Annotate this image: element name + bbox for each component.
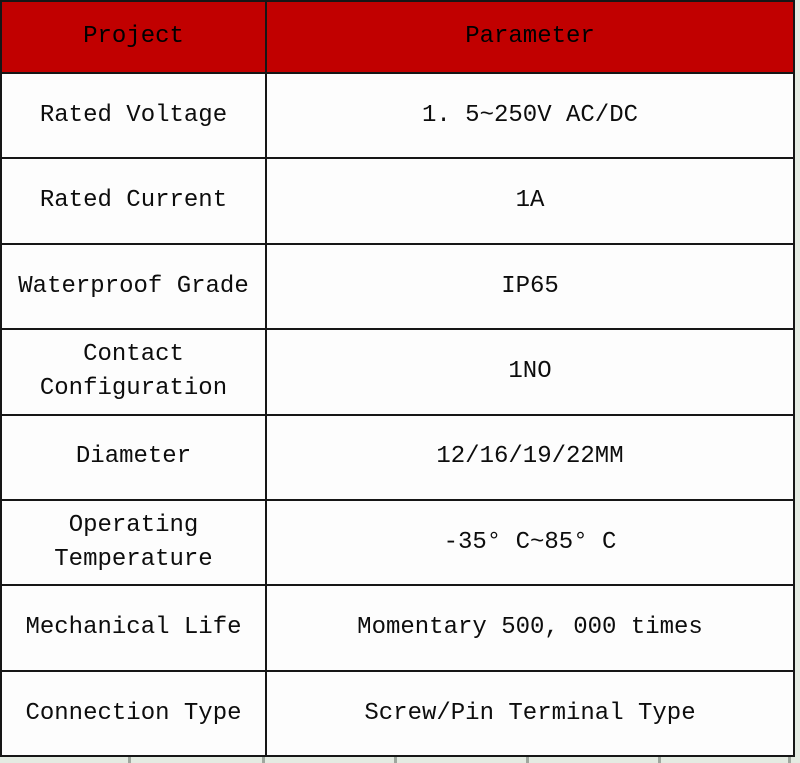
row-label: Waterproof Grade [1,244,266,329]
header-project-cell: Project [1,1,266,73]
table-row [1,671,794,756]
edge-tick [128,757,131,763]
row-label: Contact Configuration [1,329,266,414]
table-row [1,415,794,500]
row-label: Mechanical Life [1,585,266,670]
table-row [1,329,794,414]
row-value: 1NO [266,329,794,414]
row-label: Rated Voltage [1,73,266,158]
edge-tick [526,757,529,763]
table-row [1,73,794,158]
edge-tick [262,757,265,763]
header-row [1,1,794,73]
row-label: Operating Temperature [1,500,266,585]
row-value: Screw/Pin Terminal Type [266,671,794,756]
edge-tick [394,757,397,763]
header-parameter-cell: Parameter [266,1,794,73]
row-value: 1. 5~250V AC/DC [266,73,794,158]
row-value: -35° C~85° C [266,500,794,585]
row-label: Connection Type [1,671,266,756]
table-row [1,500,794,585]
table-row [1,244,794,329]
edge-tick [788,757,791,763]
row-label: Diameter [1,415,266,500]
table-row [1,585,794,670]
row-value: Momentary 500, 000 times [266,585,794,670]
row-value: IP65 [266,244,794,329]
edge-tick [658,757,661,763]
row-value: 12/16/19/22MM [266,415,794,500]
row-label: Rated Current [1,158,266,243]
table-row [1,158,794,243]
row-value: 1A [266,158,794,243]
